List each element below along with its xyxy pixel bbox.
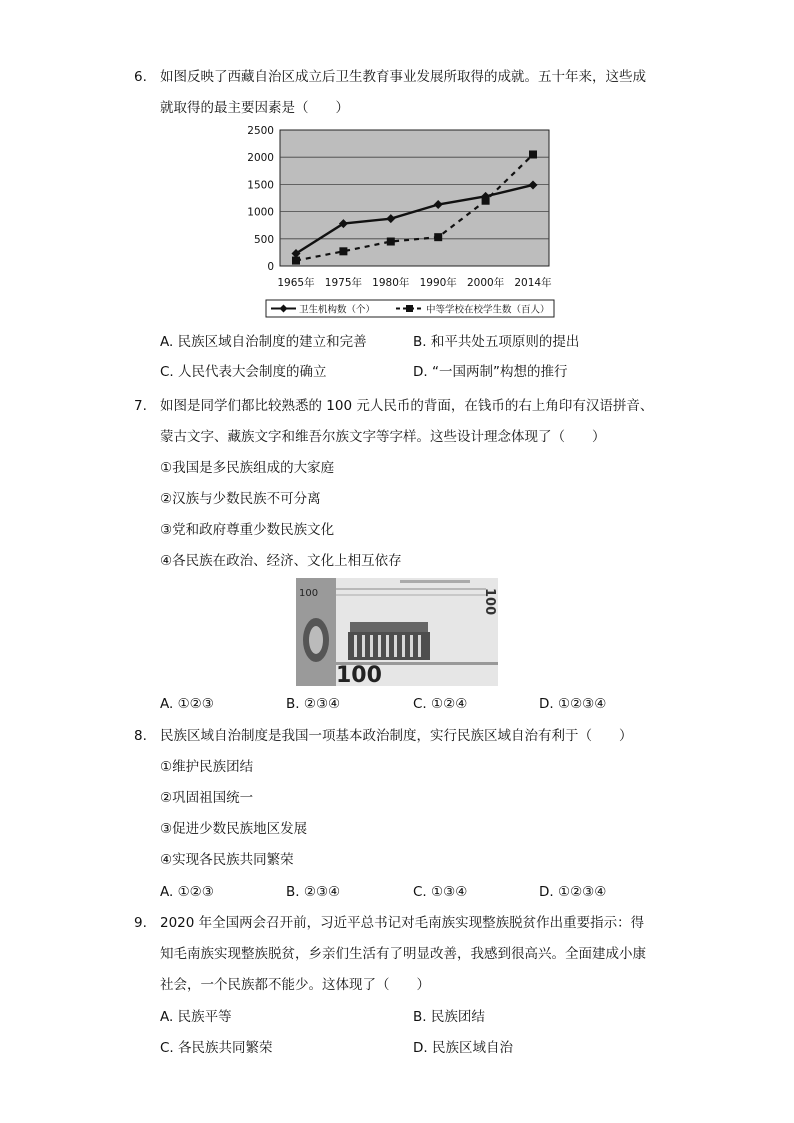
- line-chart: [238, 122, 558, 320]
- banknote-corner-value: 100: [299, 588, 319, 599]
- data-point-square: [529, 150, 537, 158]
- question-stem-line: 就取得的最主要因素是（ ）: [160, 100, 349, 116]
- option-c[interactable]: C. ①②④: [413, 696, 468, 712]
- x-tick-label: 1975年: [324, 277, 363, 289]
- statement-item: ④实现各民族共同繁荣: [160, 852, 294, 868]
- question-stem-line: 社会，一个民族都不能少。这体现了（ ）: [160, 977, 430, 993]
- banknote-script-line: [400, 580, 470, 583]
- banknote-line: [336, 588, 486, 590]
- option-a[interactable]: A. 民族平等: [160, 1009, 232, 1025]
- statement-item: ②汉族与少数民族不可分离: [160, 491, 321, 507]
- data-point-square: [482, 197, 490, 205]
- y-tick-label: 2000: [247, 152, 274, 165]
- banknote-watermark-inner: [309, 626, 323, 654]
- option-a[interactable]: A. ①②③: [160, 696, 214, 712]
- x-tick-label: 2014年: [514, 277, 552, 289]
- question-stem-line: 知毛南族实现整族脱贫，乡亲们生活有了明显改善，我感到很高兴。全面建成小康: [160, 946, 646, 962]
- option-c[interactable]: C. ①③④: [413, 884, 468, 900]
- plot-area: [280, 130, 549, 266]
- x-tick-label: 1965年: [277, 277, 315, 289]
- option-b[interactable]: B. ②③④: [286, 884, 341, 900]
- option-d[interactable]: D. 民族区域自治: [413, 1040, 513, 1056]
- x-tick-label: 1980年: [372, 277, 410, 289]
- legend-label-series-1: 卫生机构数（个）: [299, 304, 376, 316]
- building-roof: [350, 622, 428, 632]
- y-axis-ticks: [247, 125, 274, 273]
- option-b[interactable]: B. ②③④: [286, 696, 341, 712]
- x-tick-label: 1990年: [419, 277, 457, 289]
- option-d[interactable]: D. ①②③④: [539, 884, 607, 900]
- legend: [266, 300, 554, 317]
- building-columns: [354, 635, 421, 657]
- question-number: 7.: [134, 398, 147, 414]
- question-stem-line: 蒙古文字、藏族文字和维吾尔族文字等字样。这些设计理念体现了（ ）: [160, 429, 606, 445]
- option-d[interactable]: D. ①②③④: [539, 696, 607, 712]
- y-tick-label: 1500: [247, 179, 274, 192]
- y-tick-label: 0: [267, 261, 274, 273]
- statement-item: ③党和政府尊重少数民族文化: [160, 522, 335, 538]
- option-a[interactable]: A. 民族区域自治制度的建立和完善: [160, 334, 367, 350]
- option-d[interactable]: D. “一国两制”构想的推行: [413, 364, 568, 380]
- y-tick-label: 500: [253, 233, 274, 246]
- legend-label-series-2: 中等学校在校学生数（百人）: [426, 304, 550, 316]
- question-number: 9.: [134, 915, 147, 931]
- question-stem-line: 民族区域自治制度是我国一项基本政治制度，实行民族区域自治有利于（ ）: [160, 728, 633, 744]
- question-number: 6.: [134, 69, 147, 85]
- statement-item: ①维护民族团结: [160, 759, 254, 775]
- question-stem-line: 2020 年全国两会召开前，习近平总书记对毛南族实现整族脱贫作出重要指示：得: [160, 915, 645, 931]
- y-tick-label: 2500: [247, 125, 274, 137]
- banknote-image: [296, 578, 498, 686]
- option-c[interactable]: C. 人民代表大会制度的确立: [160, 364, 327, 380]
- question-stem-line: 如图反映了西藏自治区成立后卫生教育事业发展所取得的成就。五十年来，这些成: [160, 69, 646, 85]
- y-tick-label: 1000: [247, 206, 274, 219]
- data-point-square: [387, 238, 395, 246]
- option-b[interactable]: B. 和平共处五项原则的提出: [413, 334, 580, 350]
- question-number: 8.: [134, 728, 147, 744]
- option-b[interactable]: B. 民族团结: [413, 1009, 485, 1025]
- question-stem-line: 如图是同学们都比较熟悉的 100 元人民币的背面，在钱币的右上角印有汉语拼音、: [160, 398, 654, 414]
- banknote-value: 100: [336, 663, 382, 686]
- data-point-square: [339, 247, 347, 255]
- option-c[interactable]: C. 各民族共同繁荣: [160, 1040, 273, 1056]
- statement-item: ②巩固祖国统一: [160, 790, 254, 806]
- x-tick-label: 2000年: [466, 277, 505, 289]
- data-point-square: [434, 233, 442, 241]
- banknote-line: [336, 594, 486, 596]
- legend-square-marker: [406, 305, 413, 312]
- x-axis-ticks: [277, 276, 552, 289]
- data-point-square: [292, 257, 300, 265]
- statement-item: ③促进少数民族地区发展: [160, 821, 308, 837]
- statement-item: ④各民族在政治、经济、文化上相互依存: [160, 553, 402, 569]
- banknote-vertical-value: 100: [482, 588, 497, 616]
- statement-item: ①我国是多民族组成的大家庭: [160, 460, 335, 476]
- option-a[interactable]: A. ①②③: [160, 884, 214, 900]
